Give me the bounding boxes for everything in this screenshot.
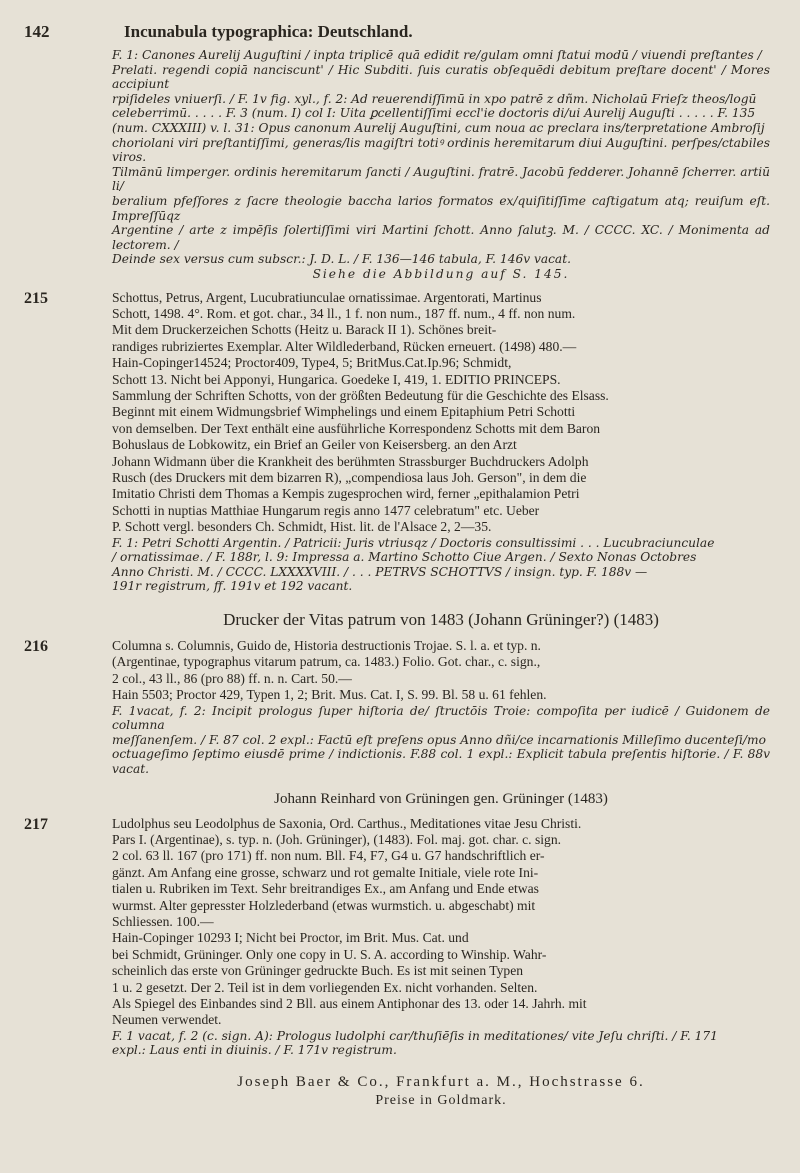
text-line: rpiſideles vniuerſi. / F. 1v fig. xyl., f. 2: Ad reuerendiſſimū in xpo patrē z dñm. Nicholaū Frieſz theos/logū (112, 91, 757, 106)
text-line: Ludolphus seu Leodolphus de Saxonia, Ord. Carthus., Meditationes vitae Jesu Christi. (112, 815, 582, 831)
catalog-entry-217 (24, 816, 770, 1058)
text-line: F. 1vacat, f. 2: Incipit prologus ſuper hiſtoria de/ ſtructōis Troie: compoſita per iudicē / Guidonem de columna (112, 703, 770, 733)
text-line: beralium pfeſſores z ſacre theologie baccha larios formatos ex/quiſitiſſime caſtigatum atq; reuiſum eſt. Impreſſūqz (112, 193, 770, 223)
text-line: Schott, 1498. 4°. Rom. et got. char., 34 ll., 1 f. non num., 187 ff. num., 4 ff. non num. (112, 305, 576, 321)
text-line: randiges rubriziertes Exemplar. Alter Wildlederband, Rücken erneuert. (1498) 480.— (112, 338, 577, 354)
entry-body (112, 290, 770, 594)
entry-number: 217 (24, 815, 48, 833)
text-line: Prelati. regendi copiā nanciscunt' / Hic Subditi. ſuis curatis obſequēdi debitum preſtare docent' / Mores accipiunt (112, 62, 770, 92)
text-line: meſſanenſem. / F. 87 col. 2 expl.: Factū eſt preſens opus Anno dñi/ce incarnationis Milleſimo ducenteſi/mo (112, 732, 766, 747)
text-line: (Argentinae, typographus vitarum patrum, ca. 1483.) Folio. Got. char., c. sign., (112, 654, 541, 670)
entry-body (112, 638, 770, 777)
text-line: Schotti in nuptias Matthiae Hungarum regis anno 1477 celebratum" etc. Ueber (112, 502, 540, 518)
text-line: Sammlung der Schriften Schotts, von der größten Bedeutung für die Geschichte des Elsass. (112, 387, 609, 403)
continued-entry-description (112, 48, 770, 282)
text-line: von demselben. Der Text enthält eine ausführliche Korrespondenz Schotts mit dem Baron (112, 420, 601, 436)
text-line: Schliessen. 100.— (112, 914, 214, 929)
entry-number: 215 (24, 289, 48, 307)
text-line: F. 1: Canones Aurelij Auguſtini / inpta triplicē quā edidit re/gulam omni ſtatui modū / viuendi preſtantes / (112, 48, 762, 62)
text-line: Beginnt mit einem Widmungsbrief Wimphelings und einem Epitaphium Petri Schotti (112, 404, 576, 420)
text-line: tialen u. Rubriken im Text. Sehr breitrandiges Ex., am Anfang und Ende etwas (112, 881, 539, 897)
text-line: Hain-Copinger14524; Proctor409, Type4, 5; BritMus.Cat.Ip.96; Schmidt, (112, 355, 512, 371)
entry-body (112, 816, 770, 1058)
text-line: expl.: Laus enti in diuinis. / F. 171v registrum. (112, 1043, 397, 1058)
text-line: F. 1: Petri Schotti Argentin. / Patricii: Juris vtriusqz / Doctoris consultissimi . . . Lucubraciunculae (112, 535, 715, 550)
printer-heading: Drucker der Vitas patrum von 1483 (Johann Grüninger?) (1483) (223, 609, 659, 629)
text-line: Hain 5503; Proctor 429, Typen 1, 2; Brit. Mus. Cat. I, S. 99. Bl. 58 u. 61 fehlen. (112, 687, 547, 703)
publisher-footer (112, 1074, 770, 1109)
text-line: Tilmānū limperger. ordinis heremitarum ſancti / Auguſtini. fratrē. Jacobū fedderer. Johannē ſcherrer. artiū li/ (112, 164, 770, 194)
page-number: 142 (24, 22, 50, 41)
text-line: Mit dem Druckerzeichen Schotts (Heitz u. Barack II 1). Schönes breit- (112, 322, 497, 338)
text-line: choriolani viri preſtantiſſimi, generas/lis magiſtri totiꝰ ordinis heremitarum diui Auguſtini. perſpes/ctabiles viros. (112, 135, 770, 165)
text-line: Argentine / arte z impēſis ſolertiſſimi viri Martini ſchott. Anno ſalutꝫ. M. / CCCC. XC. / Monimenta ad lectorem. / (112, 223, 770, 252)
catalog-entry-216 (24, 638, 770, 777)
entry-number: 216 (24, 637, 48, 655)
text-line: Rusch (des Druckers mit dem bizarren R), „compendiosa laus Joh. Gerson", in dem die (112, 469, 587, 485)
text-line: 2 col., 43 ll., 86 (pro 88) ff. n. n. Cart. 50.— (112, 670, 352, 686)
text-line: F. 1 vacat, f. 2 (c. sign. A): Prologus ludolphi car/thuſiēſis in meditationes/ vite Jeſu chriſti. / F. 171 (112, 1028, 718, 1043)
figure-reference: Siehe die Abbildung auf S. 145. (312, 266, 570, 281)
text-line: 1 u. 2 gesetzt. Der 2. Teil ist in dem vorliegenden Ex. nicht vorhanden. Selten. (112, 979, 538, 995)
text-line: P. Schott vergl. besonders Ch. Schmidt, Hist. lit. de l'Alsace 2, 2—35. (112, 519, 492, 535)
text-line: octuageſimo ſeptimo eiusdē prime / indictionis. F.88 col. 1 expl.: Explicit tabula preſentis hiſtorie. / F. 88v vacat. (112, 747, 770, 776)
text-line: Schott 13. Nicht bei Apponyi, Hungarica. Goedeke I, 419, 1. EDITIO PRINCEPS. (112, 371, 561, 387)
text-line: Schottus, Petrus, Argent, Lucubratiunculae ornatissimae. Argentorati, Martinus (112, 289, 542, 305)
text-line: Hain-Copinger 10293 I; Nicht bei Proctor, im Brit. Mus. Cat. und (112, 930, 469, 946)
text-line: scheinlich das erste von Grüninger gedruckte Buch. Es ist mit seinen Typen (112, 963, 524, 979)
text-line: bei Schmidt, Grüninger. Only one copy in U. S. A. according to Winship. Wahr- (112, 946, 547, 962)
text-line: Imitatio Christi dem Thomas a Kempis zugesprochen wird, ferner „epithalamion Petri (112, 486, 580, 502)
running-title: Incunabula typographica: Deutschland. (124, 22, 413, 41)
publisher-address: Joseph Baer & Co., Frankfurt a. M., Hochstrasse 6. (237, 1074, 645, 1091)
text-line: Neumen verwendet. (112, 1012, 222, 1028)
text-line: 2 col. 63 ll. 167 (pro 171) ff. non num. Bll. F4, F7, G4 u. G7 handschriftlich er- (112, 848, 545, 864)
text-line: Anno Christi. M. / CCCC. LXXXXVIII. / . . . PETRVS SCHOTTVS / insign. typ. F. 188v — (112, 564, 648, 579)
text-line: gänzt. Am Anfang eine grosse, schwarz und rot gemalte Initiale, viele rote Ini- (112, 864, 539, 880)
text-line: wurmst. Alter gepresster Holzlederband (etwas wurmstich. u. abgeschabt) mit (112, 897, 536, 913)
price-note: Preise in Goldmark. (375, 1093, 507, 1109)
text-line: / ornatissimae. / F. 188r, l. 9: Impressa a. Martino Schotto Ciue Argen. / Sexto Nonas Octobres (112, 550, 697, 565)
text-line: Pars I. (Argentinae), s. typ. n. (Joh. Grüninger), (1483). Fol. maj. got. char. c. sign. (112, 831, 562, 847)
text-line: Als Spiegel des Einbandes sind 2 Bll. aus einem Antiphonar des 13. oder 14. Jahrh. mit (112, 996, 587, 1012)
text-line: Deinde sex versus cum subscr.: J. D. L. / F. 136—146 tabula, F. 146v vacat. (112, 252, 571, 267)
printer-heading: Johann Reinhard von Grüningen gen. Grüninger (1483) (274, 790, 608, 807)
text-line: Bohuslaus de Lobkowitz, ein Brief an Geiler von Keisersberg. an den Arzt (112, 437, 517, 453)
text-line: celeberrimū. . . . . F. 3 (num. I) col I: Uita ꝑcellentiſſimi eccl'ie doctoris di/ui Aurelij Auguſti . . . . . F. 135 (112, 106, 756, 121)
catalog-entry-215 (24, 290, 770, 594)
page-header (24, 22, 770, 42)
text-line: (num. CXXXIII) v. l. 31: Opus canonum Aurelij Auguſtini, cum noua ac preclara ins/terpretatione Ambroſij (112, 120, 765, 135)
text-line: Johann Widmann über die Krankheit des berühmten Strassburger Buchdruckers Adolph (112, 453, 589, 469)
text-line: Columna s. Columnis, Guido de, Historia destructionis Trojae. S. l. a. et typ. n. (112, 637, 541, 653)
text-line: 191r registrum, ff. 191v et 192 vacant. (112, 579, 353, 594)
